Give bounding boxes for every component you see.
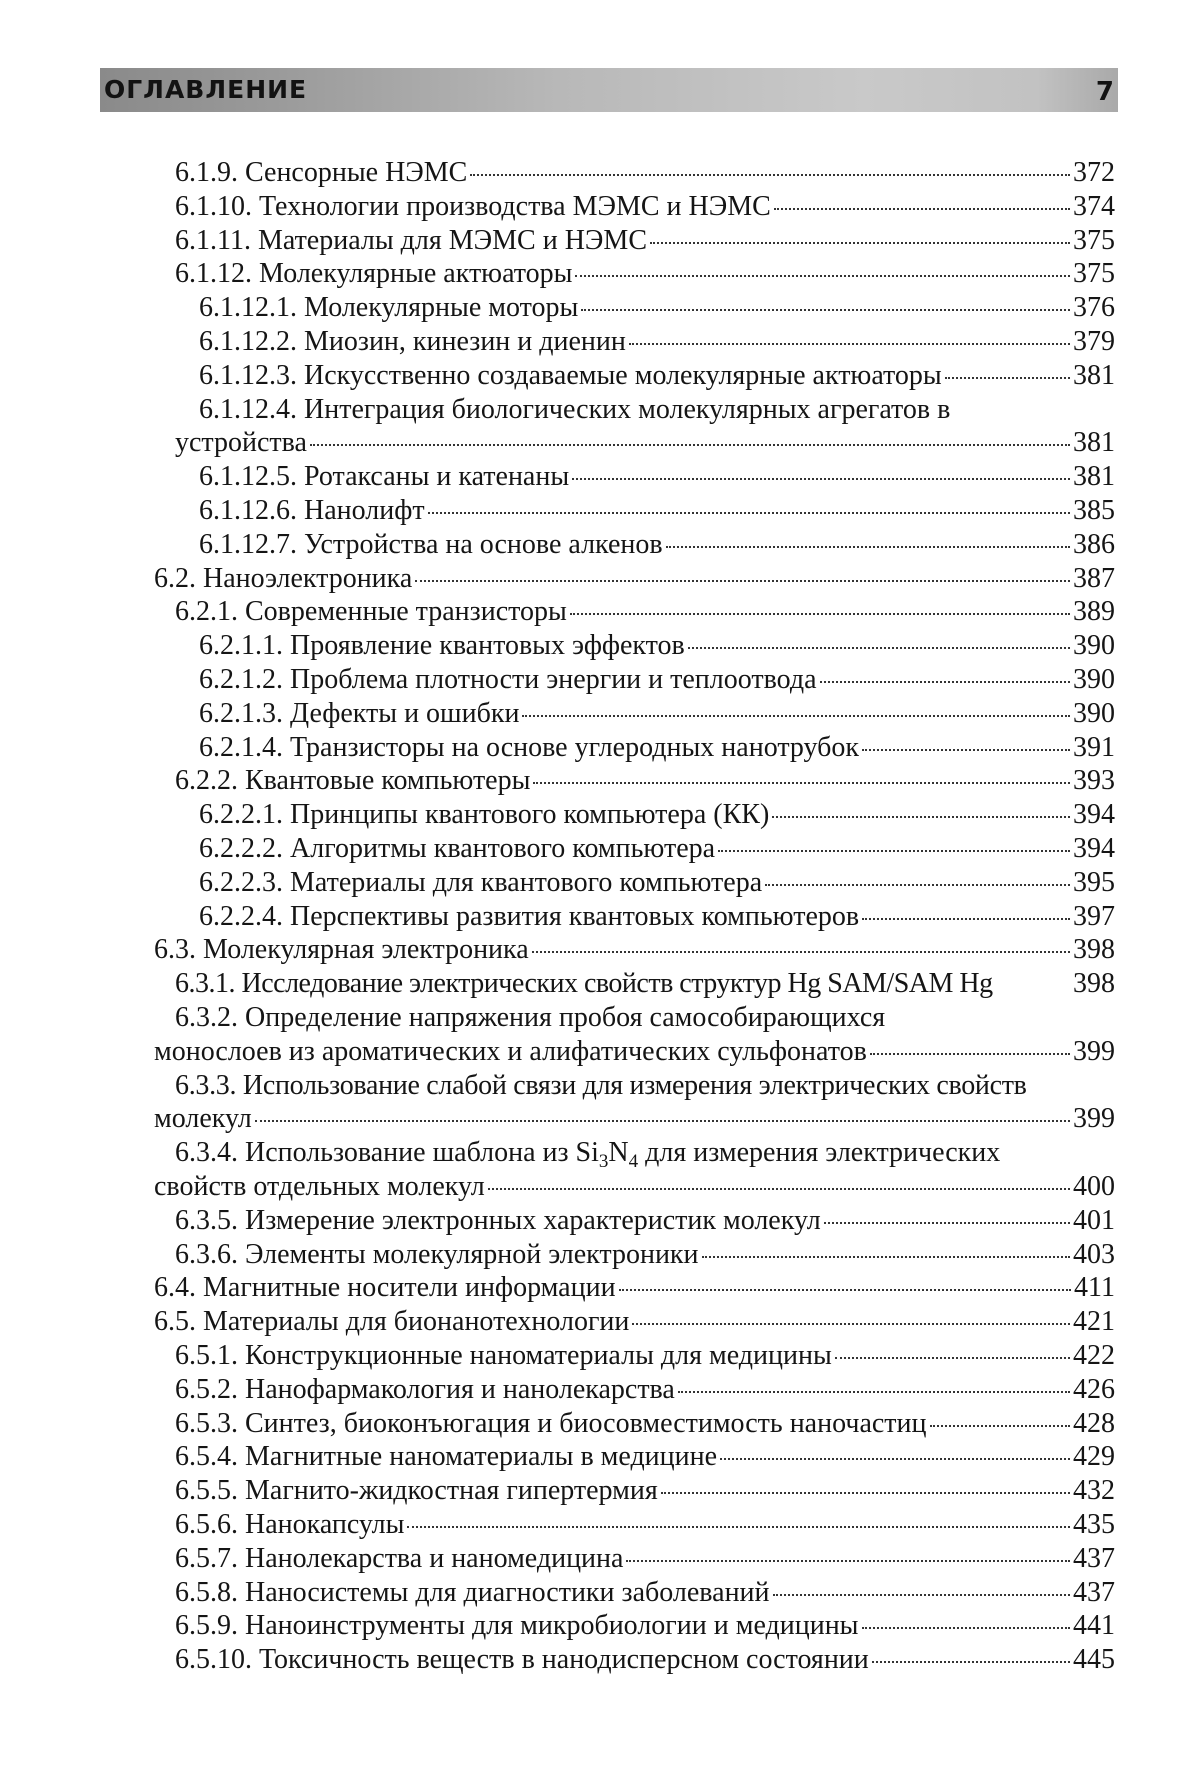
toc-entry-title: 6.1.12. Молекулярные актюаторы <box>175 258 573 290</box>
toc-entry-title: 6.2.2. Квантовые компьютеры <box>175 765 531 797</box>
toc-entry-page: 411 <box>1074 1272 1115 1304</box>
dot-leader <box>678 1391 1070 1393</box>
toc-entry-page: 400 <box>1073 1170 1115 1202</box>
dot-leader <box>661 1492 1070 1494</box>
toc-entry-title: 6.3.4. Использование шаблона из $Si_3N_4$ для измерения электрических <box>175 1137 1001 1173</box>
toc-entry-title: 6.5.3. Синтез, биоконъюгация и биосовместимость наночастиц <box>175 1407 927 1439</box>
toc-entry-page: 429 <box>1073 1441 1115 1473</box>
toc-entry-title: 6.5.9. Наноинструменты для микробиологии и медицины <box>175 1610 859 1642</box>
toc-entry <box>0 1609 1200 1643</box>
toc-entry-page: 397 <box>1073 900 1115 932</box>
dot-leader <box>522 715 1070 717</box>
toc-entry-page: 390 <box>1073 697 1115 729</box>
toc-entry <box>0 933 1200 967</box>
dot-leader <box>470 174 1070 176</box>
toc-entry-title: 6.1.12.5. Ротаксаны и катенаны <box>199 461 570 493</box>
toc-entry-page: 381 <box>1073 461 1115 493</box>
toc-entry-page: 445 <box>1073 1644 1115 1676</box>
toc-entry-title: 6.2.1. Современные транзисторы <box>175 596 567 628</box>
toc-entry <box>0 1474 1200 1508</box>
dot-leader <box>930 1425 1070 1427</box>
dot-leader <box>688 647 1070 649</box>
toc-entry-title: 6.5.4. Магнитные наноматериалы в медицине <box>175 1441 718 1473</box>
toc-entry-title: 6.2.1.1. Проявление квантовых эффектов <box>199 630 685 662</box>
toc-entry-page: 394 <box>1073 833 1115 864</box>
toc-entry-continuation: монослоев из ароматических и алифатических сульфонатов <box>154 1035 867 1067</box>
toc-entry <box>0 731 1200 765</box>
toc-entry <box>0 832 1200 866</box>
toc-entry-page: 379 <box>1073 326 1115 357</box>
toc-entry-title: 6.1.12.3. Искусственно создаваемые молекулярные актюаторы <box>199 359 942 391</box>
toc-entry-page: 381 <box>1073 427 1115 459</box>
dot-leader <box>765 884 1070 886</box>
toc-entry-page: 385 <box>1073 495 1115 526</box>
dot-leader <box>820 681 1070 683</box>
dot-leader <box>632 1323 1070 1325</box>
toc-entry-continuation: молекул <box>154 1103 252 1135</box>
toc-entry-page: 422 <box>1073 1340 1115 1371</box>
toc-entry-title: 6.2.1.4. Транзисторы на основе углеродных нанотрубок <box>199 731 860 763</box>
toc-entry <box>0 1508 1200 1542</box>
dot-leader <box>415 580 1070 582</box>
toc-entry-title: 6.2.2.2. Алгоритмы квантового компьютера <box>199 833 716 864</box>
toc-entry <box>0 798 1200 832</box>
toc-entry <box>0 1407 1200 1441</box>
toc-entry <box>0 460 1200 494</box>
dot-leader <box>570 613 1070 615</box>
toc-entry-title: 6.3.6. Элементы молекулярной электроники <box>175 1238 699 1270</box>
toc-entry-page: 437 <box>1073 1576 1115 1608</box>
dot-leader <box>872 1661 1070 1663</box>
dot-leader <box>581 309 1070 311</box>
dot-leader <box>718 850 1070 852</box>
toc-entry <box>0 900 1200 934</box>
toc-entry-title: 6.3.3. Использование слабой связи для измерения электрических свойств <box>175 1069 1027 1101</box>
toc-entry-page: 391 <box>1073 731 1115 763</box>
dot-leader <box>532 951 1070 953</box>
toc-entry-page: 395 <box>1073 866 1115 898</box>
dot-leader <box>720 1458 1070 1460</box>
toc-entry-page: 387 <box>1073 562 1115 594</box>
dot-leader <box>772 816 1070 818</box>
toc-entry-page: 381 <box>1073 359 1115 391</box>
dot-leader <box>533 782 1070 784</box>
dot-leader <box>650 242 1070 244</box>
toc-entry-page: 386 <box>1073 528 1115 560</box>
toc-entry-title: 6.1.12.4. Интеграция биологических молекулярных агрегатов в <box>199 393 951 425</box>
toc-entry-title: 6.1.12.1. Молекулярные моторы <box>199 292 579 324</box>
toc-entry <box>0 1238 1200 1272</box>
toc-entry <box>0 257 1200 291</box>
dot-leader <box>862 918 1070 920</box>
toc-entry <box>0 697 1200 731</box>
toc-entry-title: 6.5.2. Нанофармакология и нанолекарства <box>175 1373 675 1405</box>
toc-entry-continuation: устройства <box>175 427 307 459</box>
toc-entry <box>0 325 1200 359</box>
toc-entry-page: 399 <box>1073 1035 1115 1067</box>
toc-entry-page: 441 <box>1073 1610 1115 1642</box>
toc-entry <box>0 629 1200 663</box>
toc-entry-title: 6.4. Магнитные носители информации <box>154 1272 616 1304</box>
toc-entry-title: 6.2. Наноэлектроника <box>154 562 413 594</box>
toc-entry-title: 6.1.10. Технологии производства МЭМС и НЭМС <box>175 190 771 222</box>
toc-entry-page: 398 <box>1073 934 1115 966</box>
toc-entry-title: 6.2.2.1. Принципы квантового компьютера (КК) <box>199 799 770 831</box>
dot-leader <box>835 1357 1070 1359</box>
toc-entry <box>0 1069 1200 1137</box>
toc-entry <box>0 1643 1200 1677</box>
dot-leader <box>629 343 1070 345</box>
toc-entry-page: 435 <box>1073 1509 1115 1540</box>
toc-entry <box>0 595 1200 629</box>
toc-entry-title: 6.2.2.4. Перспективы развития квантовых компьютеров <box>199 900 860 932</box>
dot-leader <box>488 1188 1070 1190</box>
toc-entry-page: 421 <box>1073 1306 1115 1338</box>
toc-entry-title: 6.5.7. Нанолекарства и наномедицина <box>175 1542 624 1574</box>
toc-entry <box>0 764 1200 798</box>
toc-entry-title: 6.5.10. Токсичность веществ в нанодисперсном состоянии <box>175 1644 869 1676</box>
toc-entry <box>0 1271 1200 1305</box>
toc-entry-title: 6.1.12.7. Устройства на основе алкенов <box>199 528 663 560</box>
toc-entry-title: 6.5.5. Магнито-жидкостная гипертермия <box>175 1475 658 1507</box>
toc-entry <box>0 1542 1200 1576</box>
dot-leader <box>619 1289 1071 1291</box>
toc-entry-page: 437 <box>1073 1542 1115 1574</box>
dot-leader <box>310 444 1070 446</box>
toc-entry-title: 6.2.1.3. Дефекты и ошибки <box>199 697 520 729</box>
toc-entry <box>0 1136 1200 1204</box>
toc-entry <box>0 1001 1200 1069</box>
toc-entry-page: 394 <box>1073 799 1115 831</box>
toc-entry-page: 375 <box>1073 224 1115 256</box>
dot-leader <box>862 1627 1071 1629</box>
toc-entry-page: 376 <box>1073 292 1115 324</box>
toc-entry-continuation: свойств отдельных молекул <box>154 1170 485 1202</box>
toc-entry-title: 6.1.9. Сенсорные НЭМС <box>175 157 468 188</box>
toc-entry <box>0 528 1200 562</box>
toc-entry-page: 428 <box>1073 1407 1115 1439</box>
dot-leader <box>626 1560 1070 1562</box>
dot-leader <box>824 1222 1070 1224</box>
toc-entry <box>0 156 1200 190</box>
toc-entry <box>0 393 1200 461</box>
toc-entry-page: 432 <box>1073 1475 1115 1507</box>
toc-entry-title: 6.5.6. Нанокапсулы <box>175 1509 405 1540</box>
toc-entry <box>0 359 1200 393</box>
toc-entry <box>0 224 1200 258</box>
dot-leader <box>572 478 1070 480</box>
toc-entry-page: 390 <box>1073 664 1115 695</box>
dot-leader <box>407 1526 1070 1528</box>
toc-entry-page: 401 <box>1073 1204 1115 1236</box>
toc-entry <box>0 291 1200 325</box>
toc-entry <box>0 562 1200 596</box>
toc-entry-title: 6.5.1. Конструкционные наноматериалы для медицины <box>175 1340 832 1371</box>
toc-entry-title: 6.3.2. Определение напряжения пробоя самособирающихся <box>175 1002 886 1033</box>
toc-entry-page: 398 <box>1073 968 1115 1000</box>
toc-entry <box>0 967 1200 1001</box>
dot-leader <box>774 208 1070 210</box>
toc-entry <box>0 663 1200 697</box>
toc-entry <box>0 190 1200 224</box>
page-number: 7 <box>1095 77 1114 107</box>
dot-leader <box>870 1053 1070 1055</box>
dot-leader <box>428 512 1070 514</box>
toc-entry-page: 399 <box>1073 1103 1115 1135</box>
dot-leader <box>862 749 1070 751</box>
dot-leader <box>773 1594 1070 1596</box>
dot-leader <box>702 1256 1070 1258</box>
toc-entry-title: 6.1.11. Материалы для МЭМС и НЭМС <box>175 224 647 256</box>
toc-entry-page: 403 <box>1073 1238 1115 1270</box>
dot-leader <box>575 275 1070 277</box>
toc-entry <box>0 1373 1200 1407</box>
toc-entry <box>0 1440 1200 1474</box>
toc-entry-title: 6.3. Молекулярная электроника <box>154 934 529 966</box>
toc-entry-page: 372 <box>1073 157 1115 188</box>
toc-entry-title: 6.2.1.2. Проблема плотности энергии и теплоотвода <box>199 664 817 695</box>
toc-entry-title: 6.1.12.6. Нанолифт <box>199 495 425 526</box>
toc-entry <box>0 494 1200 528</box>
toc-entry-page: 426 <box>1073 1373 1115 1405</box>
toc-entry-page: 389 <box>1073 596 1115 628</box>
toc-entry <box>0 1339 1200 1373</box>
toc-entry-title: 6.3.5. Измерение электронных характеристик молекул <box>175 1204 821 1236</box>
toc-entry <box>0 1576 1200 1610</box>
toc-entry <box>0 1305 1200 1339</box>
dot-leader <box>945 377 1070 379</box>
toc-entry-title: 6.5.8. Наносистемы для диагностики заболеваний <box>175 1576 770 1608</box>
toc-entry-page: 374 <box>1073 190 1115 222</box>
toc-entry-page: 375 <box>1073 258 1115 290</box>
page-header-title: ОГЛАВЛЕНИЕ <box>104 75 308 104</box>
toc-entry <box>0 1204 1200 1238</box>
dot-leader <box>255 1120 1070 1122</box>
toc-entry-title: 6.2.2.3. Материалы для квантового компьютера <box>199 866 763 898</box>
toc-entry-title: 6.3.1. Исследование электрических свойств структур Hg SAM/SAM Hg <box>175 968 993 1000</box>
toc-entry-title: 6.5. Материалы для бионанотехнологии <box>154 1306 630 1338</box>
toc-entry-page: 390 <box>1073 630 1115 662</box>
toc-entry <box>0 866 1200 900</box>
toc-entry-page: 393 <box>1073 765 1115 797</box>
toc-entry-title: 6.1.12.2. Миозин, кинезин и диенин <box>199 326 626 357</box>
dot-leader <box>666 546 1070 548</box>
